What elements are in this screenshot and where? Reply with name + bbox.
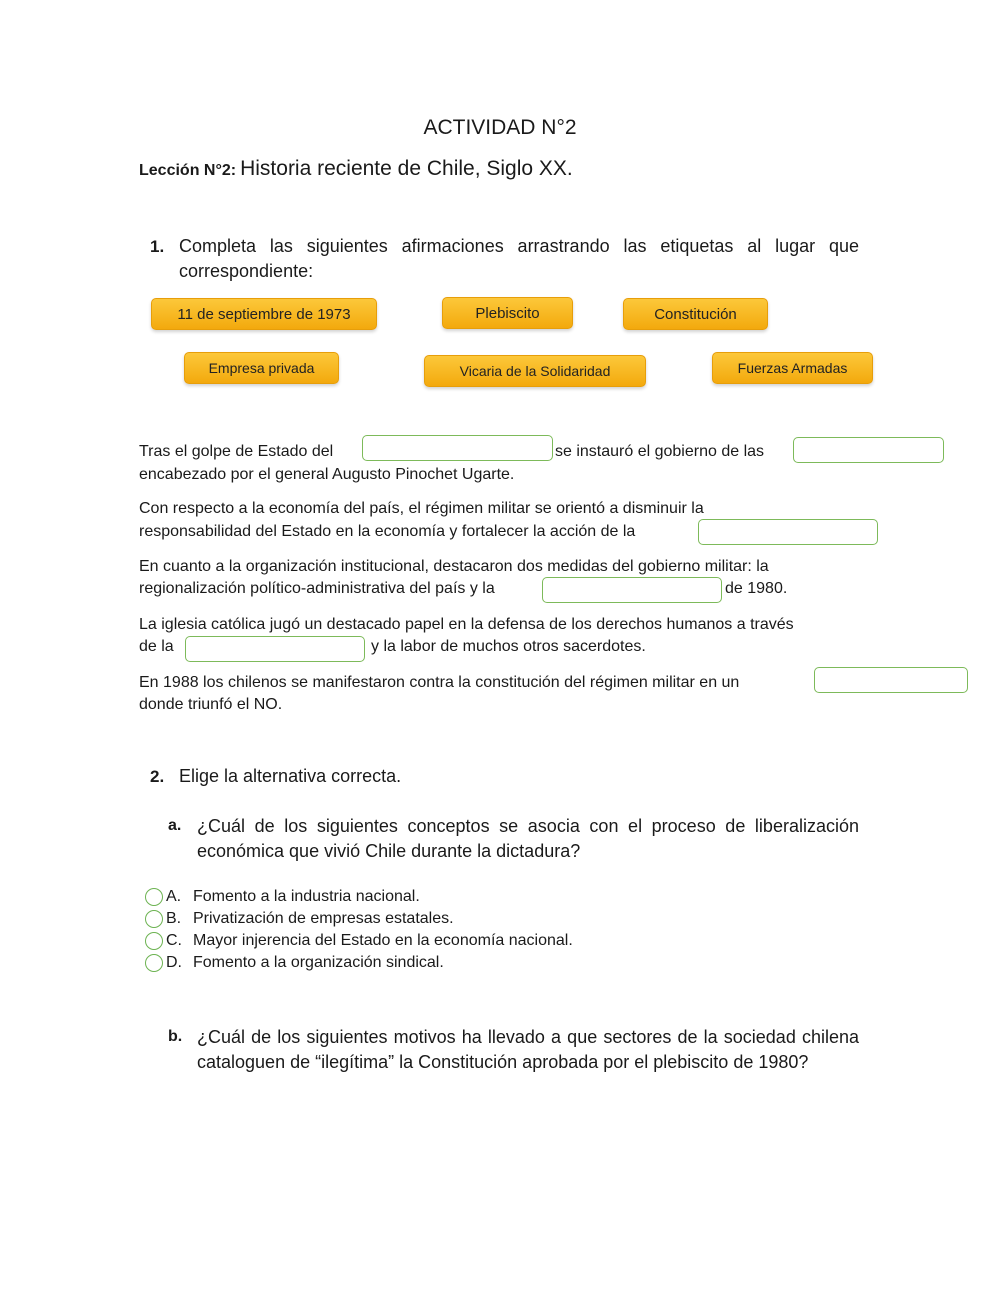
drop-zone-6[interactable]	[814, 667, 968, 693]
drop-zone-2[interactable]	[793, 437, 944, 463]
p1-text-b: se instauró el gobierno de las	[555, 443, 765, 460]
chip-vicaria-solidaridad[interactable]: Vicaria de la Solidaridad	[424, 355, 646, 387]
question-2a-text: ¿Cuál de los siguientes conceptos se asocia con el proceso de liberalización económica que vivió Chile durante la dictadura?	[197, 816, 859, 861]
chip-empresa-privada[interactable]: Empresa privada	[184, 352, 339, 384]
option-a[interactable]	[145, 886, 420, 908]
lesson-label: Lección N°2:	[139, 162, 237, 179]
p1-text-a: Tras el golpe de Estado del	[139, 443, 334, 460]
p3-text-b: regionalización político-administrativa del país y la	[139, 580, 495, 597]
p1-text-c: encabezado por el general Augusto Pinochet Ugarte.	[139, 466, 515, 483]
option-letter: C.	[166, 932, 182, 949]
radio-circle-icon[interactable]	[145, 932, 163, 950]
p5-text-a: En 1988 los chilenos se manifestaron contra la constitución del régimen militar en un	[139, 674, 740, 691]
p2-text-a: Con respecto a la economía del país, el régimen militar se orientó a disminuir la	[139, 500, 704, 517]
option-text: Fomento a la organización sindical.	[193, 954, 444, 971]
p2-text-b: responsabilidad del Estado en la economía y fortalecer la acción de la	[139, 523, 636, 540]
p5-text-b: donde triunfó el NO.	[139, 696, 283, 713]
lesson-heading	[139, 157, 573, 181]
p4-text-a: La iglesia católica jugó un destacado papel en la defensa de los derechos humanos a través	[139, 616, 794, 633]
page-title: ACTIVIDAD N°2	[423, 116, 577, 139]
option-text: Privatización de empresas estatales.	[193, 910, 454, 927]
drop-zone-3[interactable]	[698, 519, 878, 545]
drop-zone-4[interactable]	[542, 577, 722, 603]
chip-plebiscito[interactable]: Plebiscito	[442, 297, 573, 329]
radio-circle-icon[interactable]	[145, 954, 163, 972]
option-b[interactable]	[145, 908, 454, 930]
p4-text-c: y la labor de muchos otros sacerdotes.	[371, 638, 646, 655]
drop-zone-1[interactable]	[362, 435, 553, 461]
option-letter: B.	[166, 910, 182, 927]
question-2a-label: a.	[168, 817, 182, 834]
question-1-text: Completa las siguientes afirmaciones arrastrando las etiquetas al lugar que correspondiente:	[179, 236, 859, 281]
option-c[interactable]	[145, 930, 573, 952]
p4-text-b: de la	[139, 638, 174, 655]
question-2-number: 2.	[150, 767, 165, 786]
chip-constitucion[interactable]: Constitución	[623, 298, 768, 330]
option-d[interactable]	[145, 952, 444, 974]
question-2b-label: b.	[168, 1028, 183, 1045]
option-letter: A.	[166, 888, 182, 905]
p3-text-c: de 1980.	[725, 580, 788, 597]
option-letter: D.	[166, 954, 182, 971]
question-1-number: 1.	[150, 237, 165, 256]
option-text: Mayor injerencia del Estado en la economía nacional.	[193, 932, 573, 949]
chip-11-septiembre-1973[interactable]: 11 de septiembre de 1973	[151, 298, 377, 330]
radio-circle-icon[interactable]	[145, 910, 163, 928]
question-2b-text: ¿Cuál de los siguientes motivos ha llevado a que sectores de la sociedad chilena cataloguen de “ilegítima” la Constitución aprobada por el plebiscito de 1980?	[197, 1027, 859, 1072]
option-text: Fomento a la industria nacional.	[193, 888, 420, 905]
p3-text-a: En cuanto a la organización institucional, destacaron dos medidas del gobierno militar: la	[139, 558, 769, 575]
chip-fuerzas-armadas[interactable]: Fuerzas Armadas	[712, 352, 873, 384]
drop-zone-5[interactable]	[185, 636, 365, 662]
lesson-text: Historia reciente de Chile, Siglo XX.	[240, 157, 573, 180]
radio-circle-icon[interactable]	[145, 888, 163, 906]
question-2-text: Elige la alternativa correcta.	[179, 766, 402, 786]
